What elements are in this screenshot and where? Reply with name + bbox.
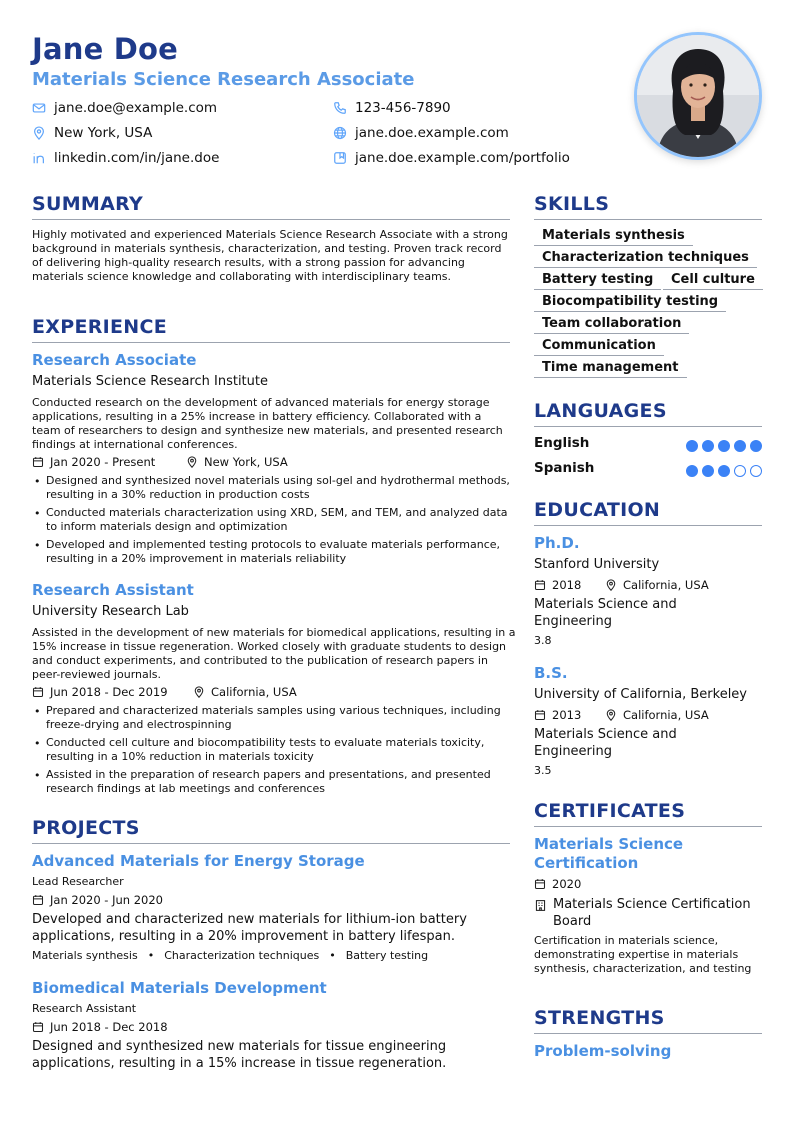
education-field: Materials Science and Engineering [534, 597, 677, 629]
language-name: Spanish [534, 460, 595, 476]
candidate-name: Jane Doe [32, 32, 179, 66]
level-dot-filled [750, 440, 762, 452]
map-pin-icon [186, 456, 198, 468]
certificate-issuer: Materials Science Certification Board [534, 896, 762, 930]
list-item: • Assisted in the preparation of research papers and presentations, and presented research findings at lab meetings and conferences [32, 768, 510, 796]
email-text: jane.doe@example.com [54, 100, 218, 116]
education-school: Stanford University [534, 557, 660, 572]
education-field: Materials Science and Engineering [534, 727, 677, 759]
skill-tag: Characterization techniques [534, 250, 757, 268]
tag: Characterization techniques [164, 949, 320, 962]
skill-tag: Communication [534, 338, 664, 356]
experience-org: University Research Lab [32, 604, 189, 619]
certificate-description: Certification in materials science, demonstrating expertise in materials synthesis, characterization, and testing [534, 934, 752, 975]
list-item: • Conducted materials characterization using XRD, SEM, and TEM, and analyzed data to inform materials design and optimization [32, 506, 510, 534]
level-dot-filled [702, 440, 714, 452]
summary-heading: SUMMARY [32, 193, 144, 215]
experience-bullets [32, 474, 510, 570]
calendar-icon [32, 894, 44, 906]
project-title: Advanced Materials for Energy Storage [32, 852, 365, 870]
education-location: California, USA [605, 578, 709, 592]
level-dot-empty [734, 465, 746, 477]
calendar-icon [32, 686, 44, 698]
contact-linkedin[interactable] [32, 150, 219, 166]
project-role: Lead Researcher [32, 875, 124, 888]
website-text: jane.doe.example.com [355, 125, 509, 141]
education-gpa: 3.5 [534, 764, 552, 777]
experience-org: Materials Science Research Institute [32, 374, 268, 389]
skill-tag: Materials synthesis [534, 228, 693, 246]
level-dot-filled [686, 440, 698, 452]
project-tags: Materials synthesis • Characterization techniques • Battery testing [32, 949, 429, 962]
skill-tag: Biocompatibility testing [534, 294, 726, 312]
contact-portfolio[interactable] [333, 150, 570, 166]
languages-heading: LANGUAGES [534, 400, 667, 422]
strengths-heading: STRENGTHS [534, 1007, 665, 1029]
certificates-heading: CERTIFICATES [534, 800, 686, 822]
skill-tag: Team collaboration [534, 316, 689, 334]
experience-heading: EXPERIENCE [32, 316, 168, 338]
calendar-icon [32, 1021, 44, 1033]
experience-role: Research Associate [32, 351, 197, 369]
portfolio-icon [333, 151, 347, 165]
map-pin-icon [605, 709, 617, 721]
education-degree: Ph.D. [534, 534, 580, 552]
skill-tag: Cell culture [663, 272, 763, 290]
certificate-year: 2020 [534, 877, 581, 891]
calendar-icon [32, 456, 44, 468]
skills-divider [534, 219, 762, 220]
candidate-title: Materials Science Research Associate [32, 69, 415, 90]
strengths-divider [534, 1033, 762, 1034]
experience-role: Research Assistant [32, 581, 194, 599]
list-item: • Developed and implemented testing protocols to evaluate materials performance, resulting in a 20% improvement in materials reliability [32, 538, 510, 566]
project-description: Developed and characterized new materials for lithium-ion battery applications, resulting in a 20% improvement in battery lifespan. [32, 912, 467, 944]
project-description: Designed and synthesized new materials for tissue engineering applications, resulting in a 15% increase in tissue regeneration. [32, 1039, 447, 1071]
languages-divider [534, 426, 762, 427]
level-dot-filled [702, 465, 714, 477]
education-degree: B.S. [534, 664, 568, 682]
certificate-title: Materials Science Certification [534, 835, 684, 872]
contact-website[interactable] [333, 125, 509, 141]
education-location: California, USA [605, 708, 709, 722]
experience-location: New York, USA [186, 455, 288, 469]
portfolio-text: jane.doe.example.com/portfolio [355, 150, 570, 166]
calendar-icon [534, 709, 546, 721]
map-pin-icon [605, 579, 617, 591]
calendar-icon [534, 878, 546, 890]
language-name: English [534, 435, 590, 451]
projects-heading: PROJECTS [32, 817, 140, 839]
calendar-icon [534, 579, 546, 591]
contact-phone[interactable] [333, 100, 451, 116]
linkedin-icon [32, 151, 46, 165]
language-level [686, 440, 762, 452]
envelope-icon [32, 101, 46, 115]
experience-description: Conducted research on the development of advanced materials for energy storage applications, resulting in a 25% increase in battery efficiency. Collaborated with a team of researchers to design and synthesize new materials, and presented research findings at international conferences. [32, 396, 503, 451]
building-icon [534, 899, 547, 912]
skill-tag: Time management [534, 360, 687, 378]
experience-dates: Jan 2020 - Present [32, 455, 155, 469]
level-dot-filled [686, 465, 698, 477]
summary-divider [32, 219, 510, 220]
phone-icon [333, 101, 347, 115]
experience-dates: Jun 2018 - Dec 2019 [32, 685, 168, 699]
education-divider [534, 525, 762, 526]
experience-divider [32, 342, 510, 343]
linkedin-text: linkedin.com/in/jane.doe [54, 150, 220, 166]
project-title: Biomedical Materials Development [32, 979, 327, 997]
location-text: New York, USA [54, 125, 153, 141]
education-heading: EDUCATION [534, 499, 661, 521]
education-year: 2018 [534, 578, 581, 592]
level-dot-empty [750, 465, 762, 477]
phone-text: 123-456-7890 [355, 100, 451, 116]
map-pin-icon [32, 126, 46, 140]
skill-tag: Battery testing [534, 272, 661, 290]
experience-location: California, USA [193, 685, 297, 699]
level-dot-filled [734, 440, 746, 452]
education-school: University of California, Berkeley [534, 687, 747, 702]
summary-text: Highly motivated and experienced Materials Science Research Associate with a strong background in materials synthesis, characterization, and testing. Proven track record of delivering high-quality research results, with a strong passion for advancing materials science knowledge and collaborating with interdisciplinary teams. [32, 228, 508, 283]
project-dates: Jun 2018 - Dec 2018 [32, 1020, 168, 1034]
project-dates: Jan 2020 - Jun 2020 [32, 893, 163, 907]
globe-icon [333, 126, 347, 140]
education-year: 2013 [534, 708, 581, 722]
experience-bullets [32, 704, 510, 800]
projects-divider [32, 843, 510, 844]
tag: Materials synthesis [32, 949, 138, 962]
contact-email[interactable] [32, 100, 217, 116]
list-item: • Conducted cell culture and biocompatibility tests to evaluate materials toxicity, resulting in a 10% reduction in materials toxicity [32, 736, 510, 764]
project-role: Research Assistant [32, 1002, 137, 1015]
list-item: • Prepared and characterized materials samples using various techniques, including freeze-drying and electrospinning [32, 704, 510, 732]
skills-heading: SKILLS [534, 193, 610, 215]
profile-photo [634, 32, 762, 160]
level-dot-filled [718, 465, 730, 477]
list-item: • Designed and synthesized novel materials using sol-gel and hydrothermal methods, resulting in a 30% reduction in production costs [32, 474, 510, 502]
experience-description: Assisted in the development of new materials for biomedical applications, resulting in a 15% increase in tissue regeneration. Worked closely with graduate students to design and conduct experiments, and contributed to the publication of research papers in peer-reviewed journals. [32, 626, 516, 681]
strength-item: Problem-solving [534, 1042, 672, 1060]
education-gpa: 3.8 [534, 634, 552, 647]
contact-location [32, 125, 152, 141]
language-level [686, 465, 762, 477]
map-pin-icon [193, 686, 205, 698]
tag: Battery testing [345, 949, 429, 962]
certificates-divider [534, 826, 762, 827]
level-dot-filled [718, 440, 730, 452]
